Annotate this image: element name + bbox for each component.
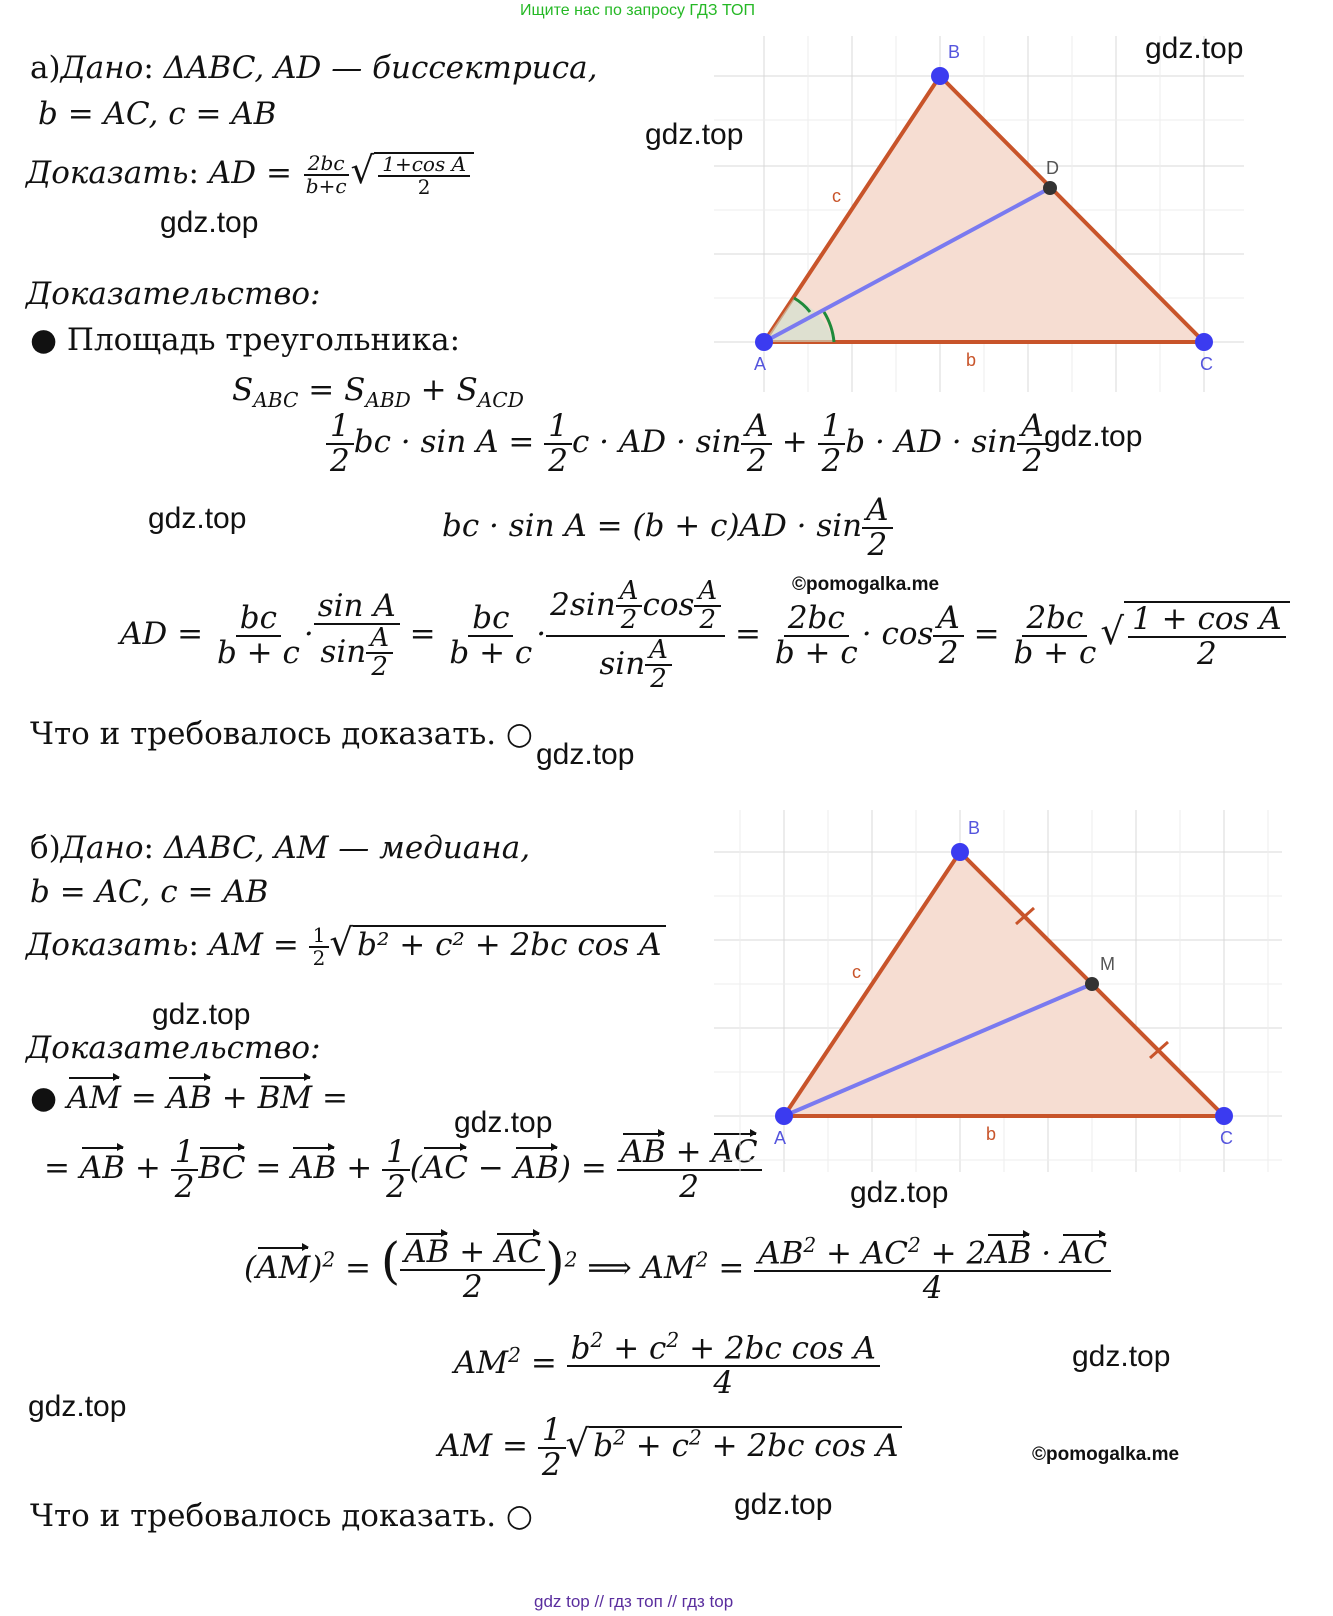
watermark-gdz: gdz.top <box>1072 1340 1171 1373</box>
part-a-prove-word: Доказать <box>26 155 189 191</box>
watermark-gdz: gdz.top <box>454 1106 553 1139</box>
part-b-proof-word: Доказательство: <box>26 1030 321 1066</box>
fig-a-label-A: A <box>754 354 767 374</box>
part-a-conclusion: Что и требовалось доказать. ○ <box>30 716 533 752</box>
vector-eq-3: (AM)$^2$ = ( $\frac{AB + AC}{2}$ )$^2$ ⟹ $AM^2$ = $\frac{AB^2 + AC^2 + 2AB \cdot AC}{4}$ <box>244 1232 1111 1304</box>
part-a-bullet: ● Площадь треугольника: <box>30 322 461 358</box>
part-b-conclusion: Что и требовалось доказать. ○ <box>30 1498 533 1534</box>
fig-a-label-B: B <box>948 42 961 62</box>
figure-b-triangle <box>714 810 1282 1172</box>
part-b-given-2: b = AC, c = AB <box>30 874 269 910</box>
watermark-pomogalka: ©pomogalka.me <box>1032 1444 1180 1465</box>
area-eq-2: $\frac{1}{2}$ bc · sin A = $\frac{1}{2}$ c · AD · sin $\frac{A}{2}$ + $\frac{1}{2}$ b · AD · sin $\frac{A}{2}$ <box>326 410 1048 477</box>
part-a-given: а)Дано: ΔABC, AD — биссектриса, <box>30 50 598 86</box>
search-hint: Ищите нас по запросу ГДЗ ТОП <box>520 2 755 19</box>
vector-eq-1: ● AM = AB + BM = <box>30 1080 348 1116</box>
part-b-given-text: ΔABC, AM — медиана, <box>163 830 531 866</box>
part-b-given: б)Дано: ΔABC, AM — медиана, <box>30 830 531 866</box>
part-a-given-text: ΔABC, AD — биссектриса, <box>163 50 598 86</box>
watermark-gdz: gdz.top <box>850 1176 949 1209</box>
am-squared: $AM^2$ = $\frac{b^2 + c^2 + 2bc \cos A}{4}$ <box>454 1330 880 1399</box>
watermark-gdz: gdz.top <box>645 118 744 151</box>
fig-b-label-M: M <box>1100 954 1115 974</box>
watermark-gdz: gdz.top <box>28 1390 127 1423</box>
watermark-gdz: gdz.top <box>148 502 247 535</box>
watermark-gdz: gdz.top <box>1145 32 1244 65</box>
area-eq: $S_{ABC} = S_{ABD} + S_{ACD}$ <box>232 372 524 413</box>
am-formula: AM = $\frac{1}{2}$ √ $b^2 + c^2 + 2bc$ cos A <box>438 1414 902 1481</box>
fig-b-label-c: c <box>852 962 861 982</box>
fig-b-label-b: b <box>986 1124 997 1144</box>
fig-a-label-c: c <box>832 186 841 206</box>
figure-a-triangle <box>714 36 1244 392</box>
part-b-prove-word: Доказать <box>26 927 189 963</box>
fig-a-label-D: D <box>1046 158 1059 178</box>
fig-b-label-B: B <box>968 818 981 838</box>
part-a-given-2: b = AC, c = AB <box>38 96 277 132</box>
part-a-prove: Доказать: AD = $\frac{2bc}{b+c}$ √ $\frac{\text{1+cos A}}{2}$ <box>26 148 474 198</box>
watermark-gdz: gdz.top <box>536 738 635 771</box>
fig-a-label-C: C <box>1200 354 1213 374</box>
part-b-label: б) <box>30 830 61 866</box>
watermark-gdz: gdz.top <box>160 206 259 239</box>
watermark-pomogalka: ©pomogalka.me <box>792 574 940 595</box>
part-b-given-word: Дано <box>60 830 144 866</box>
watermark-gdz: gdz.top <box>152 998 251 1031</box>
watermark-gdz: gdz.top <box>734 1488 833 1521</box>
part-b-prove: Доказать: AM = $\frac{1}{2}$ √ b² + c² + 2bc cos A <box>26 920 666 969</box>
vector-eq-2: = AB + $\frac{1}{2}$ BC = AB + $\frac{1}{2}$ (AC − AB) = $\frac{AB + AC}{2}$ <box>44 1136 762 1203</box>
fig-b-label-A: A <box>774 1128 787 1148</box>
area-eq-3: bc · sin A = (b + c)AD · sin $\frac{A}{2}$ <box>442 494 893 561</box>
watermark-gdz: gdz.top <box>1044 420 1143 453</box>
part-a-given-word: Дано <box>60 50 144 86</box>
ad-formula: AD = $\frac{bc}{b + c}$ · sin A sin $\frac{A}{2}$ = $\frac{bc}{b + c}$ · 2sin $\frac{A}{2}$ cos $\frac{A}{2}$ sin $\frac{A}{2}$ = $\frac{2bc}{b + c}$ · cos $\frac{A}{2}$ = $\frac{2bc}{b + c}$ √ $\frac{\text{1 + cos A}}{2}$ <box>120 578 1290 693</box>
fig-a-label-b: b <box>966 350 977 370</box>
part-a-proof-word: Доказательство: <box>26 276 321 312</box>
part-a-label: а) <box>30 50 61 86</box>
fig-b-label-C: C <box>1220 1128 1233 1148</box>
footer-links[interactable]: gdz top // гдз топ // гдз top <box>534 1592 734 1611</box>
